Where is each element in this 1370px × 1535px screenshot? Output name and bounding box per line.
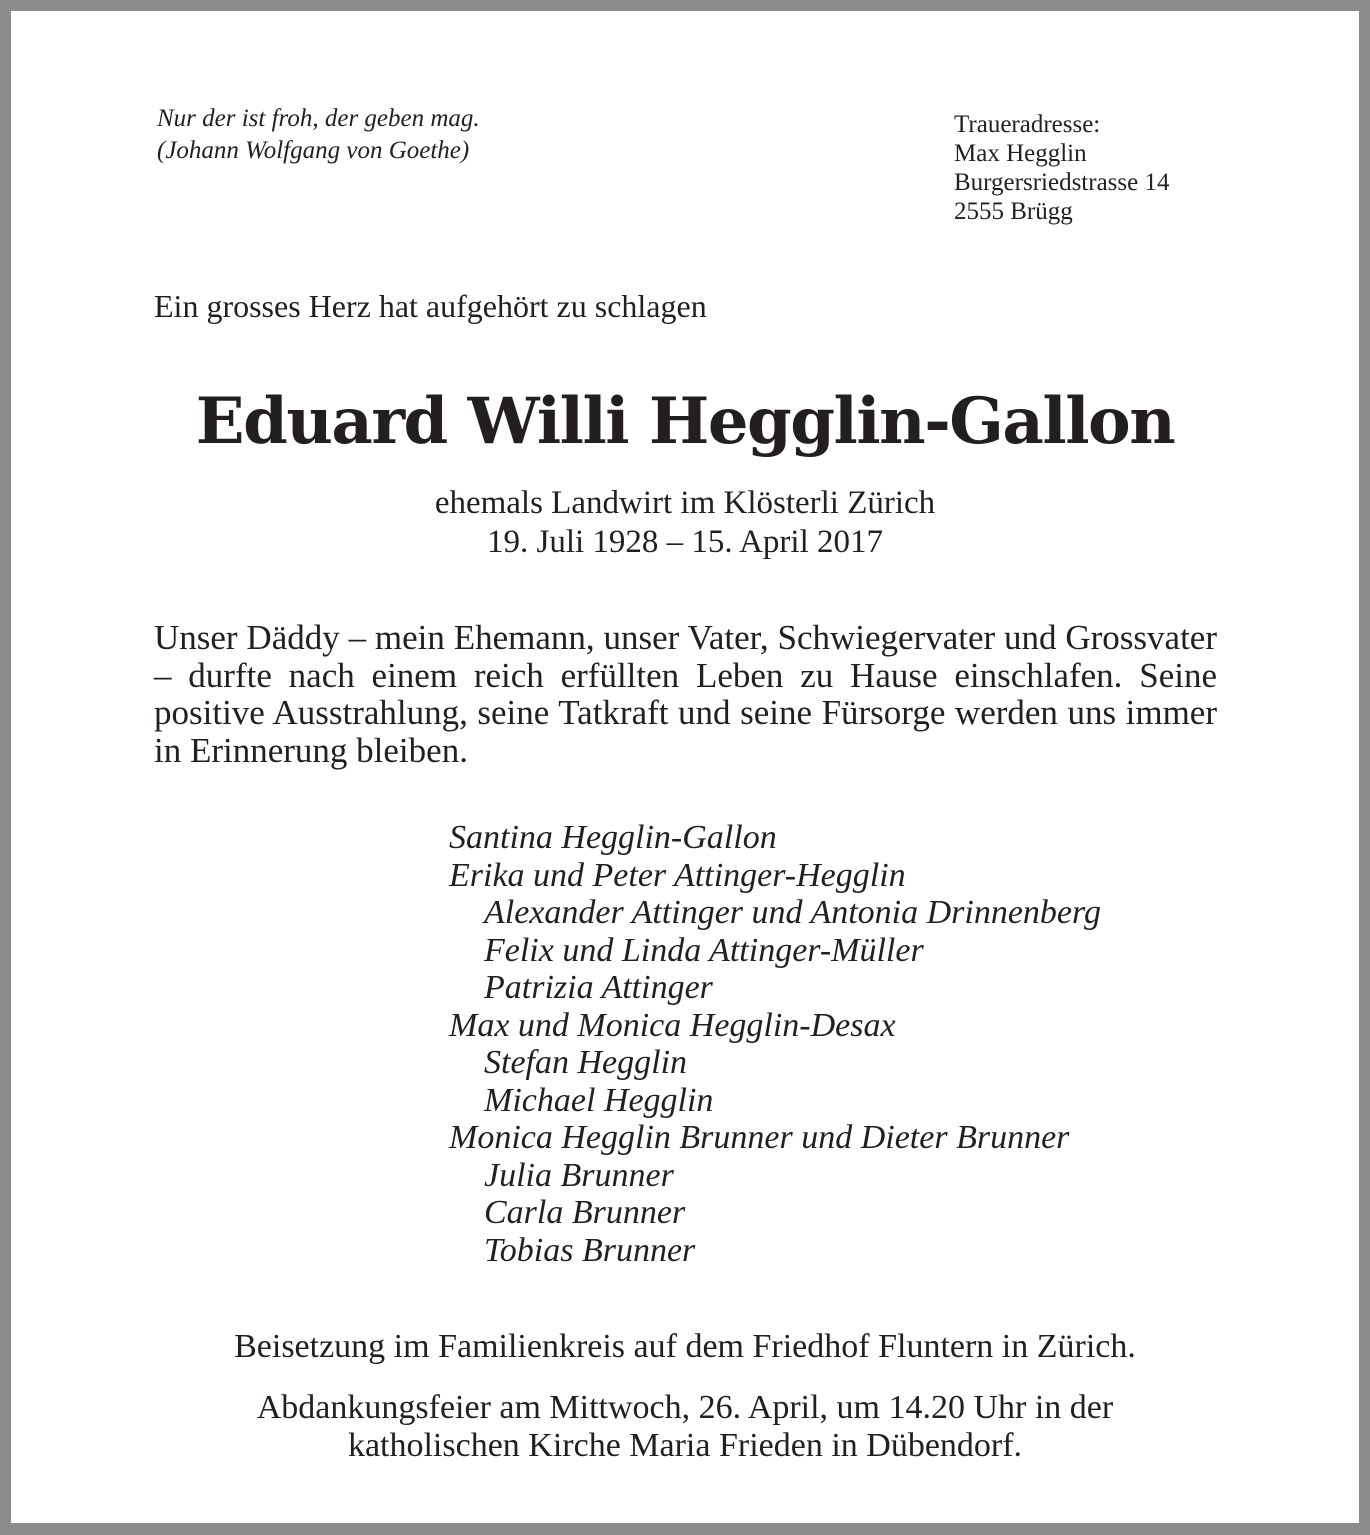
mourners-list xyxy=(449,819,1101,1269)
mourner-entry: Erika und Peter Attinger-Hegglin xyxy=(449,856,906,894)
mourner-entry: Michael Hegglin xyxy=(484,1081,714,1119)
intro-line: Ein grosses Herz hat aufgehört zu schlagen xyxy=(154,288,707,324)
mourner-entry: Julia Brunner xyxy=(484,1156,674,1194)
mourner-entry: Patrizia Attinger xyxy=(484,969,713,1006)
goethe-quote xyxy=(157,103,480,167)
mourner-entry: Monica Hegglin Brunner und Dieter Brunner xyxy=(449,1119,1070,1156)
mourner-entry: Santina Hegglin-Gallon xyxy=(449,819,777,856)
address-label: Traueradresse: xyxy=(954,111,1101,138)
mourner-entry: Stefan Hegglin xyxy=(484,1044,688,1081)
burial-notice: Beisetzung im Familienkreis auf dem Friedhof Fluntern in Zürich. xyxy=(234,1328,1136,1365)
mourner-entry: Alexander Attinger und Antonia Drinnenberg xyxy=(484,894,1101,931)
deceased-name: Eduard Willi Hegglin-Gallon xyxy=(195,384,1175,459)
life-dates: 19. Juli 1928 – 15. April 2017 xyxy=(486,524,884,560)
ceremony-line: Abdankungsfeier am Mittwoch, 26. April, um 14.20 Uhr in der xyxy=(256,1389,1114,1426)
mourner-entry: Felix und Linda Attinger-Müller xyxy=(484,931,924,969)
mourning-address xyxy=(954,110,1169,226)
quote-line: Nur der ist froh, der geben mag. xyxy=(157,105,480,132)
address-name: Max Hegglin xyxy=(954,140,1087,167)
memorial-message: Unser Däddy – mein Ehemann, unser Vater, Schwiegervater und Grossvater – durfte nach einem reich erfüllten Leben zu Hause einschlafen. Seine positive Ausstrahlung, seine Tatkraft und seine Fürsorge werden uns immer in Erinnerung bleiben. xyxy=(154,618,1217,770)
deceased-occupation: ehemals Landwirt im Klösterli Zürich xyxy=(434,485,936,521)
obituary-page xyxy=(11,11,1359,1523)
mourner-entry: Carla Brunner xyxy=(484,1194,686,1231)
ceremony-location: katholischen Kirche Maria Frieden in Dübendorf. xyxy=(347,1427,1023,1464)
mourner-entry: Tobias Brunner xyxy=(484,1231,696,1269)
mourner-entry: Max und Monica Hegglin-Desax xyxy=(449,1006,896,1044)
quote-attribution: (Johann Wolfgang von Goethe) xyxy=(157,137,470,164)
address-city: 2555 Brügg xyxy=(954,198,1073,225)
address-street: Burgersriedstrasse 14 xyxy=(954,169,1170,196)
